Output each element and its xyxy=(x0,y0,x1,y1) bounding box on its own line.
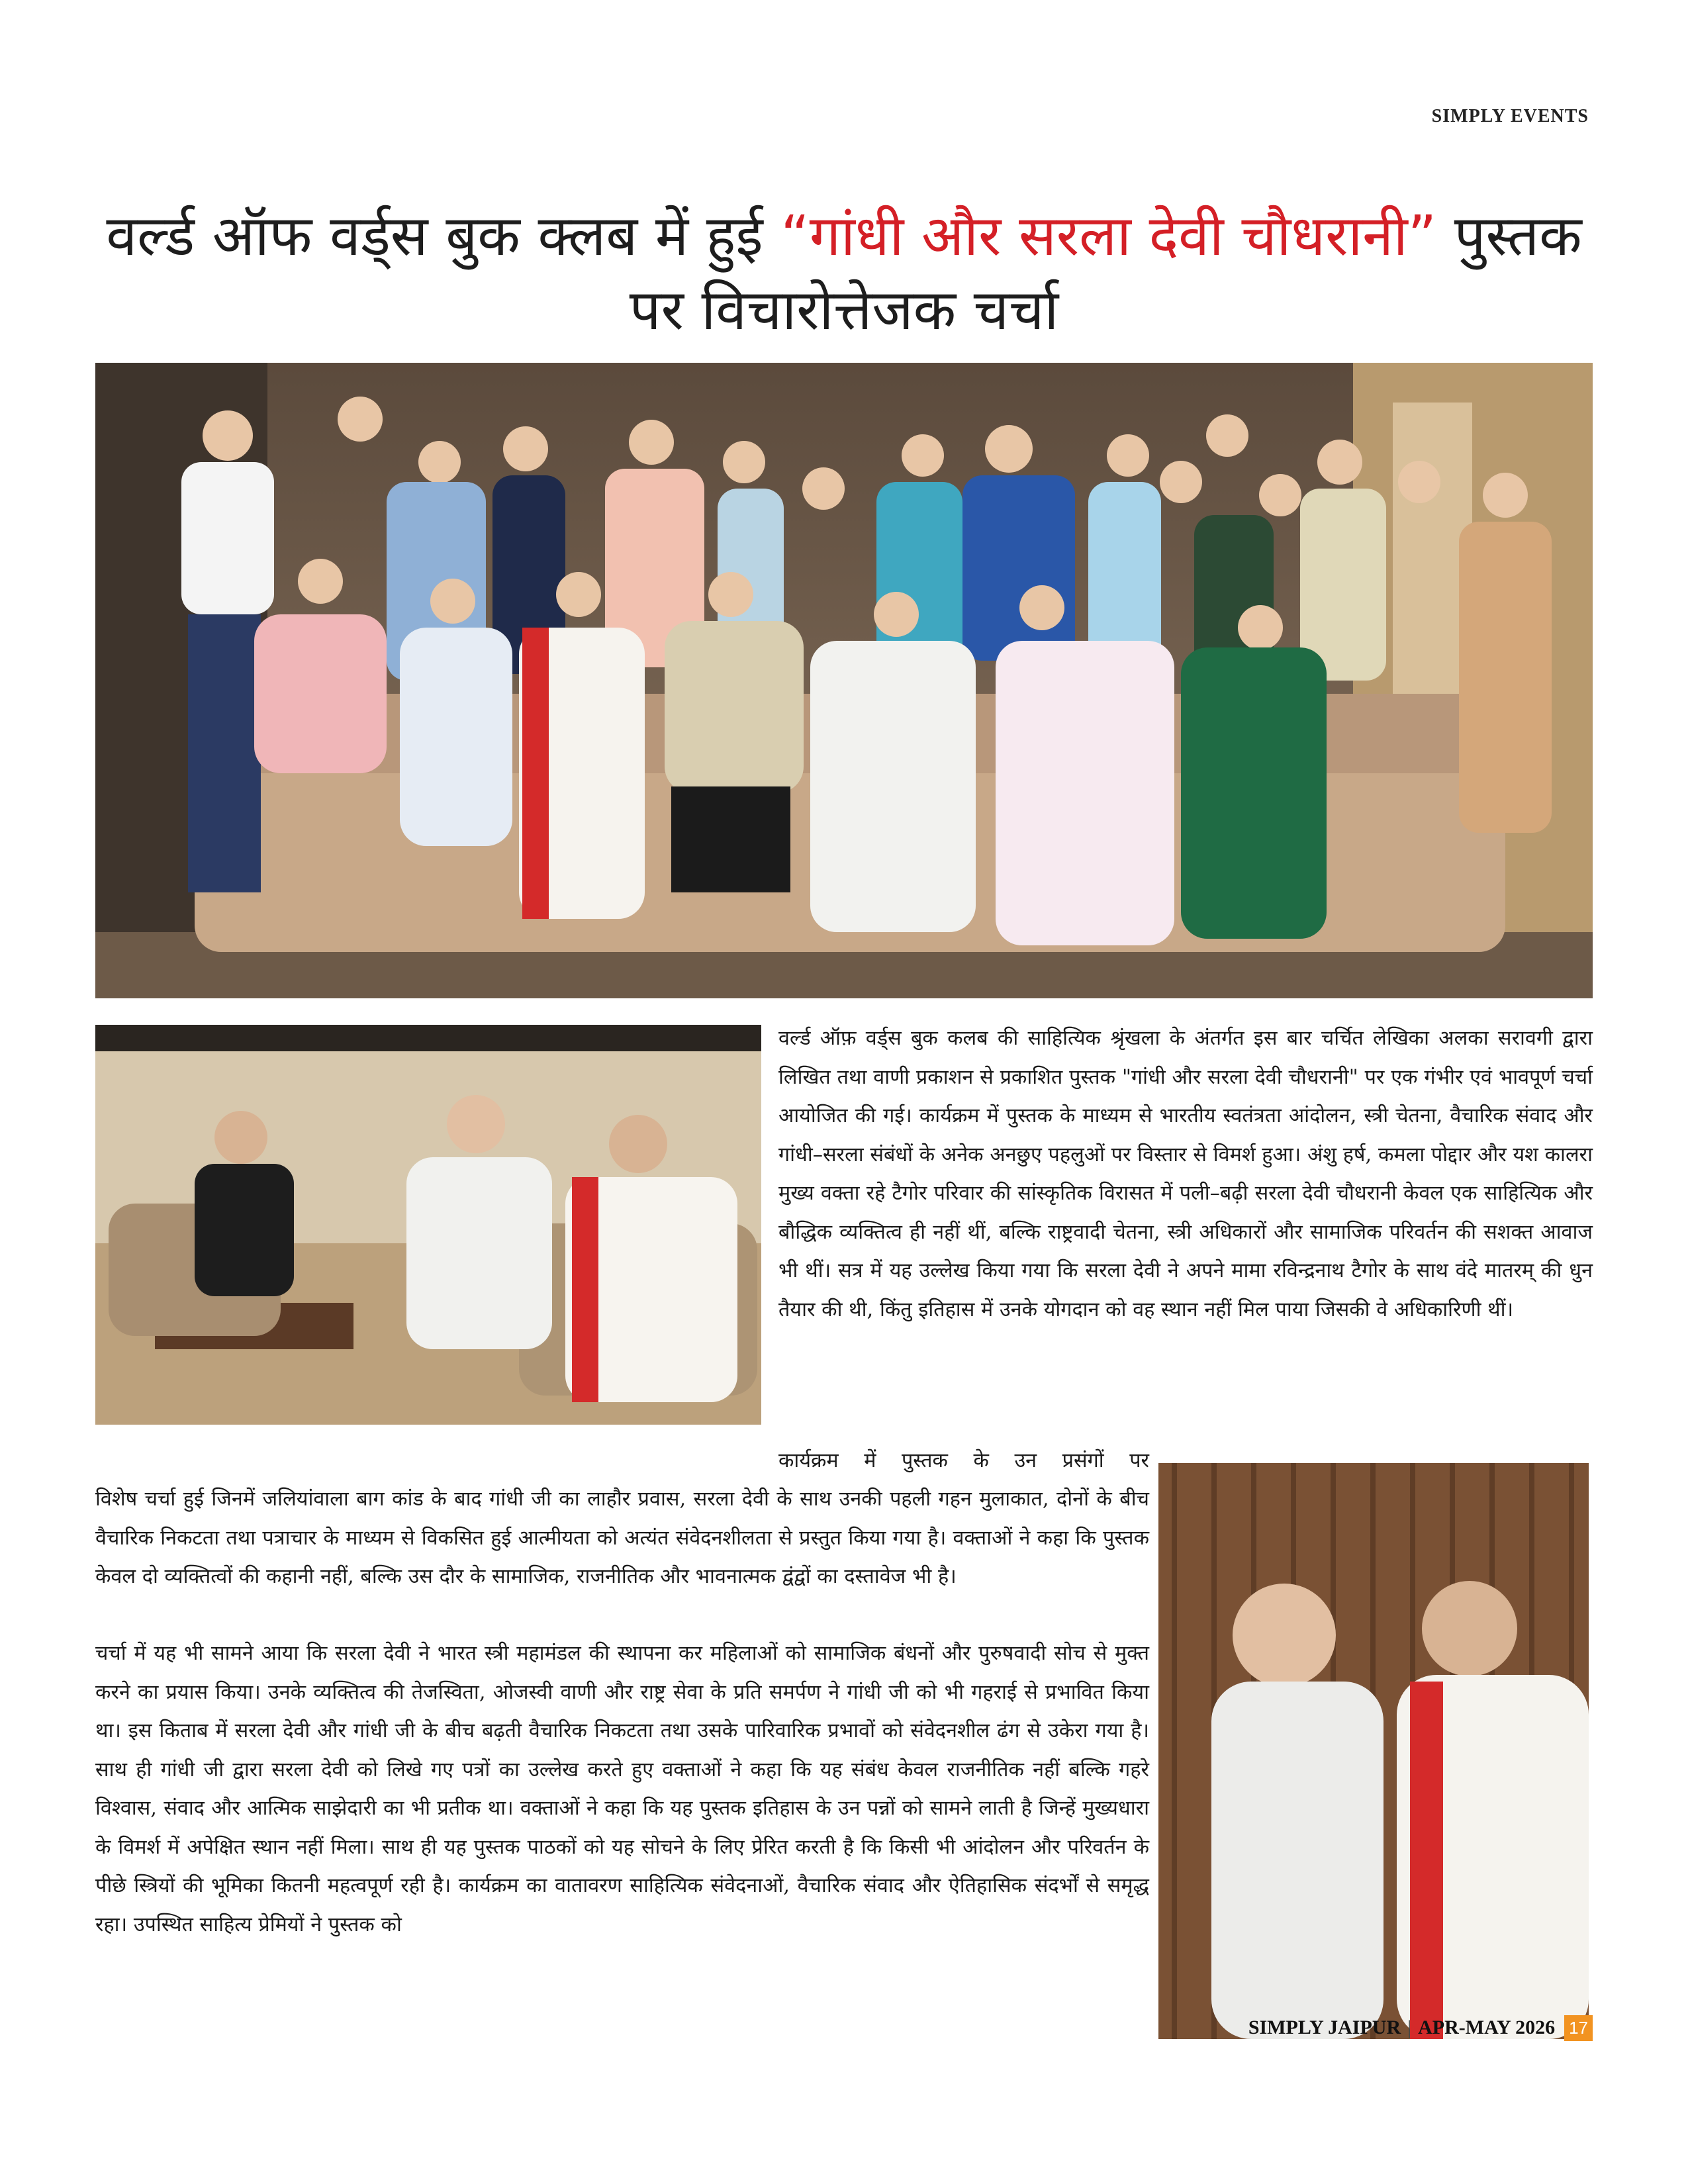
article-paragraph-1: वर्ल्ड ऑफ़ वर्ड्स बुक कलब की साहित्यिक श्रृंखला के अंतर्गत इस बार चर्चित लेखिका अलका सरावगी द्वारा लिखित तथा वाणी प्रकाशन से प्रकाशित पुस्तक "गांधी और सरला देवी चौधरानी" पर एक गंभीर एवं भावपूर्ण चर्चा आयोजित की गई। कार्यक्रम में पुस्तक के माध्यम से भारतीय स्वतंत्रता आंदोलन, स्त्री चेतना, वैचारिक संवाद और गांधी–सरला संबंधों के अनेक अनछुए पहलुओं पर विस्तार से विमर्श हुआ। अंशु हर्ष, कमला पोद्दार और यश कालरा मुख्य वक्ता रहे टैगोर परिवार की सांस्कृतिक विरासत में पली–बढ़ी सरला देवी चौधरानी केवल एक साहित्यिक और बौद्धिक व्यक्तित्व ही नहीं थीं, बल्कि राष्ट्रवादी चेतना, स्त्री अधिकारों और सामाजिक परिवर्तन की सशक्त आवाज भी थीं। सत्र में यह उल्लेख किया गया कि सरला देवी ने अपने मामा रविन्द्रनाथ टैगोर के साथ वंदे मातरम् की धुन तैयार की थी, किंतु इतिहास में उनके योगदान को वह स्थान नहीं मिल पाया जिसकी वे अधिकारिणी थीं। xyxy=(778,1027,1593,1321)
headline xyxy=(79,199,1609,347)
panel-discussion-illustration xyxy=(95,1025,761,1425)
page-number: 17 xyxy=(1564,2015,1593,2041)
two-speakers-photo xyxy=(1158,1463,1589,2039)
headline-highlight: “गांधी और सरला देवी चौधरानी” xyxy=(780,203,1437,268)
article-paragraph-4: चर्चा में यह भी सामने आया कि सरला देवी ने भारत स्त्री महामंडल की स्थापना कर महिलाओं को सामाजिक बंधनों और पुरुषवादी सोच से मुक्त करने का प्रयास किया। उनके व्यक्तित्व की तेजस्विता, ओजस्वी वाणी और राष्ट्र सेवा के प्रति समर्पण ने गांधी जी को भी गहराई से प्रभावित किया था। इस किताब में सरला देवी और गांधी जी के बीच बढ़ती वैचारिक निकटता तथा उसके पारिवारिक प्रभावों को संवेदनशील ढंग से उकेरा गया है। साथ ही गांधी जी द्वारा सरला देवी को लिखे गए पत्रों का उल्लेख करते हुए वक्ताओं ने कहा कि यह संबंध केवल राजनीतिक नहीं बल्कि गहरे विश्वास, संवाद और आत्मिक साझेदारी का भी प्रतीक था। वक्ताओं ने कहा कि यह पुस्तक इतिहास के उन पन्नों को सामने लाती है जिन्हें मुख्यधारा के विमर्श में अपेक्षित स्थान नहीं मिला। साथ ही यह पुस्तक पाठकों को यह सोचने के लिए प्रेरित करती है कि किसी भी आंदोलन और परिवर्तन के पीछे स्त्रियों की भूमिका कितनी महत्वपूर्ण रही है। कार्यक्रम का वातावरण साहित्यिक संवेदनाओं, वैचारिक संवाद और ऐतिहासिक संदर्भों से समृद्ध रहा। उपस्थित साहित्य प्रेमियों ने पुस्तक को xyxy=(95,1642,1149,1936)
article-paragraph-2: कार्यक्रम में पुस्तक के उन प्रसंगों पर xyxy=(778,1449,1149,1472)
section-label: SIMPLY EVENTS xyxy=(1431,106,1589,126)
page-footer xyxy=(1248,2013,1593,2043)
headline-part-2: पुस्तक पर विचारोत्तेजक चर्चा xyxy=(629,203,1582,342)
headline-part-1: वर्ल्ड ऑफ वर्ड्स बुक क्लब में हुई xyxy=(106,203,781,268)
group-photo xyxy=(95,363,1593,998)
footer-magazine-name: SIMPLY JAIPUR xyxy=(1248,2017,1401,2038)
article-paragraph-3: विशेष चर्चा हुई जिनमें जलियांवाला बाग कांड के बाद गांधी जी का लाहौर प्रवास, सरला देवी के साथ उनकी पहली गहन मुलाकात, दोनों के बीच वैचारिक निकटता तथा पत्राचार के माध्यम से विकसित हुई आत्मीयता को अत्यंत संवेदनशीलता से प्रस्तुत किया गया है। वक्ताओं ने कहा कि पुस्तक केवल दो व्यक्तित्वों की कहानी नहीं, बल्कि उस दौर के सामाजिक, राजनीतिक और भावनात्मक द्वंद्वों का दस्तावेज भी है। xyxy=(95,1488,1149,1588)
two-speakers-illustration xyxy=(1158,1463,1589,2039)
group-photo-illustration xyxy=(95,363,1593,998)
footer-separator: | xyxy=(1407,2017,1412,2038)
footer-issue: APR-MAY 2026 xyxy=(1418,2017,1556,2038)
panel-discussion-photo xyxy=(95,1025,761,1425)
